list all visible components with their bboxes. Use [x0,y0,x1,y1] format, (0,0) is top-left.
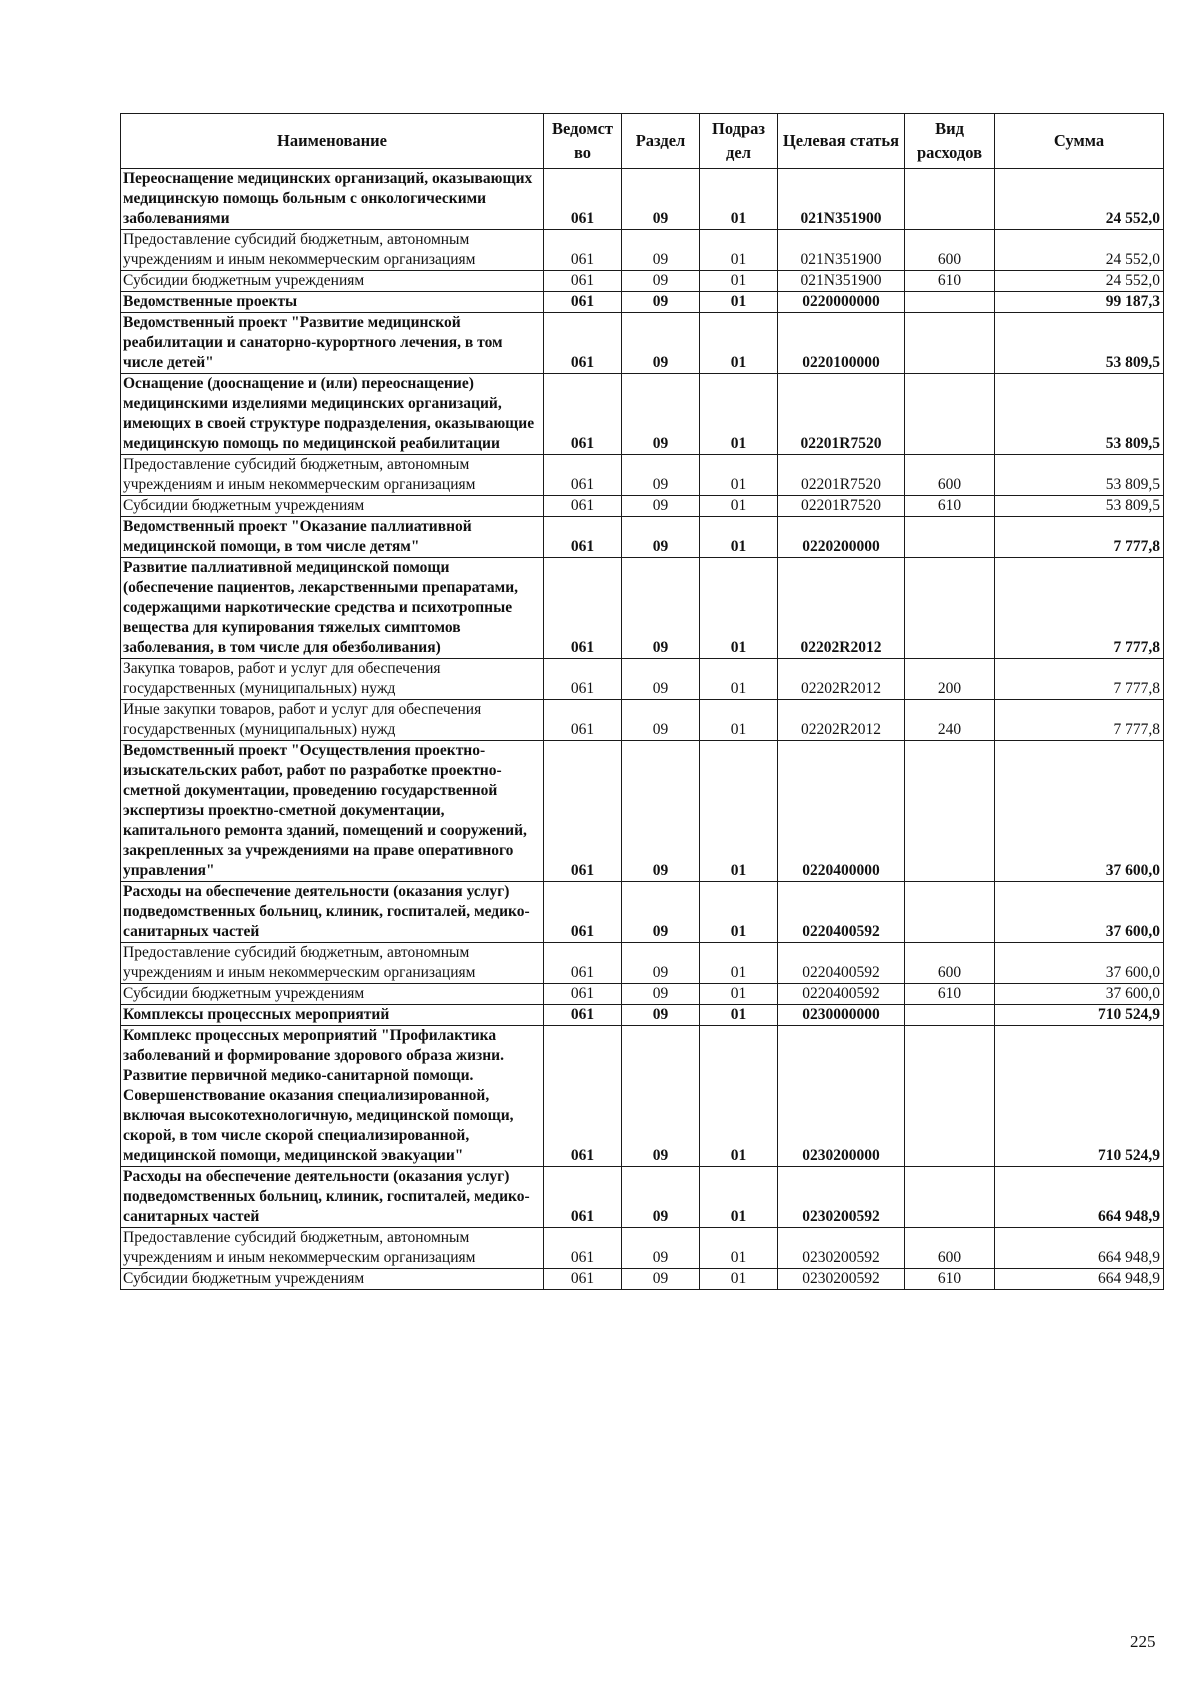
cell-subsection: 01 [700,271,778,292]
cell-dept: 061 [544,1026,622,1167]
cell-target: 0230200592 [778,1228,905,1269]
cell-exp-type: 610 [905,984,995,1005]
cell-exp-type: 600 [905,1228,995,1269]
cell-section: 09 [622,1228,700,1269]
cell-target: 0220200000 [778,517,905,558]
cell-dept: 061 [544,659,622,700]
cell-section: 09 [622,984,700,1005]
cell-amount: 710 524,9 [995,1026,1164,1167]
cell-target: 021N351900 [778,230,905,271]
cell-name: Развитие паллиативной медицинской помощи (обеспечение пациентов, лекарственными препаратами, содержащими наркотические средства и психотропные вещества для купирования тяжелых симптомов заболевания, в том числе для обезболивания) [121,558,544,659]
cell-target: 0230200000 [778,1026,905,1167]
cell-target: 0230200592 [778,1269,905,1290]
cell-dept: 061 [544,1167,622,1228]
cell-section: 09 [622,659,700,700]
cell-target: 021N351900 [778,271,905,292]
table-row [121,517,1164,558]
cell-amount: 37 600,0 [995,882,1164,943]
table-row [121,496,1164,517]
cell-section: 09 [622,558,700,659]
header-target: Целевая статья [778,114,905,169]
header-amount: Сумма [995,114,1164,169]
cell-subsection: 01 [700,496,778,517]
cell-dept: 061 [544,271,622,292]
cell-amount: 7 777,8 [995,517,1164,558]
cell-section: 09 [622,882,700,943]
cell-section: 09 [622,1269,700,1290]
cell-section: 09 [622,496,700,517]
cell-subsection: 01 [700,984,778,1005]
cell-subsection: 01 [700,313,778,374]
cell-name: Субсидии бюджетным учреждениям [121,496,544,517]
cell-exp-type [905,292,995,313]
cell-name: Комплексы процессных мероприятий [121,1005,544,1026]
budget-table [120,113,1164,1290]
cell-subsection: 01 [700,700,778,741]
cell-target: 02202R2012 [778,558,905,659]
cell-exp-type [905,1167,995,1228]
header-section: Раздел [622,114,700,169]
cell-name: Субсидии бюджетным учреждениям [121,1269,544,1290]
cell-section: 09 [622,1005,700,1026]
table-row [121,1026,1164,1167]
cell-exp-type: 600 [905,943,995,984]
cell-amount: 24 552,0 [995,230,1164,271]
cell-name: Субсидии бюджетным учреждениям [121,271,544,292]
cell-target: 021N351900 [778,169,905,230]
cell-section: 09 [622,700,700,741]
cell-subsection: 01 [700,659,778,700]
cell-name: Переоснащение медицинских организаций, оказывающих медицинскую помощь больным с онкологическими заболеваниями [121,169,544,230]
cell-section: 09 [622,271,700,292]
cell-name: Ведомственные проекты [121,292,544,313]
cell-name: Ведомственный проект "Осуществления проектно-изыскательских работ, работ по разработке проектно-сметной документации, проведению государственной экспертизы проектно-сметной документации, капитального ремонта зданий, помещений и сооружений, закрепленных за учреждениями на праве оперативного управления" [121,741,544,882]
cell-section: 09 [622,374,700,455]
cell-dept: 061 [544,882,622,943]
page-number: 225 [1130,1632,1156,1651]
cell-dept: 061 [544,741,622,882]
cell-exp-type: 240 [905,700,995,741]
cell-exp-type: 610 [905,271,995,292]
cell-dept: 061 [544,1005,622,1026]
cell-dept: 061 [544,943,622,984]
cell-name: Субсидии бюджетным учреждениям [121,984,544,1005]
cell-amount: 664 948,9 [995,1228,1164,1269]
cell-section: 09 [622,741,700,882]
header-exp-type: Вид расходов [905,114,995,169]
table-row [121,313,1164,374]
cell-section: 09 [622,292,700,313]
cell-dept: 061 [544,558,622,659]
cell-subsection: 01 [700,1005,778,1026]
header-name: Наименование [121,114,544,169]
cell-exp-type [905,517,995,558]
cell-amount: 37 600,0 [995,741,1164,882]
cell-amount: 24 552,0 [995,271,1164,292]
table-row [121,741,1164,882]
cell-subsection: 01 [700,455,778,496]
header-dept: Ведомст во [544,114,622,169]
cell-dept: 061 [544,1228,622,1269]
cell-exp-type [905,741,995,882]
cell-amount: 7 777,8 [995,659,1164,700]
cell-dept: 061 [544,455,622,496]
cell-subsection: 01 [700,943,778,984]
cell-target: 0220000000 [778,292,905,313]
table-header-row [121,114,1164,169]
cell-exp-type [905,374,995,455]
table-row [121,1228,1164,1269]
cell-target: 0230200592 [778,1167,905,1228]
cell-name: Оснащение (дооснащение и (или) переоснащение) медицинскими изделиями медицинских организаций, имеющих в своей структуре подразделения, оказывающие медицинскую помощь по медицинской реабилитации [121,374,544,455]
cell-subsection: 01 [700,558,778,659]
cell-subsection: 01 [700,1167,778,1228]
cell-exp-type: 610 [905,496,995,517]
cell-exp-type [905,169,995,230]
cell-dept: 061 [544,230,622,271]
cell-name: Закупка товаров, работ и услуг для обеспечения государственных (муниципальных) нужд [121,659,544,700]
cell-name: Ведомственный проект "Развитие медицинской реабилитации и санаторно-курортного лечения, в том числе детей" [121,313,544,374]
cell-target: 0220400592 [778,882,905,943]
cell-amount: 664 948,9 [995,1269,1164,1290]
cell-amount: 37 600,0 [995,984,1164,1005]
document-page [120,113,1164,1290]
cell-dept: 061 [544,517,622,558]
table-row [121,943,1164,984]
table-row [121,292,1164,313]
cell-subsection: 01 [700,230,778,271]
table-row [121,700,1164,741]
cell-dept: 061 [544,169,622,230]
table-row [121,169,1164,230]
cell-exp-type [905,1026,995,1167]
cell-name: Расходы на обеспечение деятельности (оказания услуг) подведомственных больниц, клиник, госпиталей, медико-санитарных частей [121,882,544,943]
cell-exp-type [905,313,995,374]
cell-name: Иные закупки товаров, работ и услуг для обеспечения государственных (муниципальных) нужд [121,700,544,741]
cell-name: Предоставление субсидий бюджетным, автономным учреждениям и иным некоммерческим организациям [121,230,544,271]
cell-amount: 53 809,5 [995,374,1164,455]
cell-target: 0220400592 [778,984,905,1005]
cell-target: 0220400592 [778,943,905,984]
table-row [121,1005,1164,1026]
cell-subsection: 01 [700,517,778,558]
cell-target: 0220100000 [778,313,905,374]
cell-amount: 24 552,0 [995,169,1164,230]
cell-name: Предоставление субсидий бюджетным, автономным учреждениям и иным некоммерческим организациям [121,1228,544,1269]
cell-exp-type: 200 [905,659,995,700]
cell-target: 0220400000 [778,741,905,882]
table-row [121,1167,1164,1228]
cell-name: Предоставление субсидий бюджетным, автономным учреждениям и иным некоммерческим организациям [121,943,544,984]
cell-target: 02202R2012 [778,700,905,741]
table-row [121,374,1164,455]
cell-target: 02201R7520 [778,374,905,455]
cell-section: 09 [622,1167,700,1228]
cell-section: 09 [622,230,700,271]
cell-amount: 53 809,5 [995,313,1164,374]
cell-section: 09 [622,455,700,496]
cell-exp-type [905,882,995,943]
cell-amount: 99 187,3 [995,292,1164,313]
cell-name: Предоставление субсидий бюджетным, автономным учреждениям и иным некоммерческим организациям [121,455,544,496]
cell-section: 09 [622,1026,700,1167]
cell-subsection: 01 [700,169,778,230]
cell-exp-type: 600 [905,230,995,271]
cell-subsection: 01 [700,292,778,313]
cell-dept: 061 [544,496,622,517]
header-subsection: Подраз дел [700,114,778,169]
table-row [121,659,1164,700]
cell-dept: 061 [544,292,622,313]
cell-section: 09 [622,169,700,230]
cell-dept: 061 [544,984,622,1005]
cell-amount: 53 809,5 [995,496,1164,517]
cell-section: 09 [622,517,700,558]
cell-amount: 7 777,8 [995,700,1164,741]
cell-name: Расходы на обеспечение деятельности (оказания услуг) подведомственных больниц, клиник, госпиталей, медико-санитарных частей [121,1167,544,1228]
cell-subsection: 01 [700,374,778,455]
cell-amount: 664 948,9 [995,1167,1164,1228]
cell-dept: 061 [544,313,622,374]
cell-target: 02201R7520 [778,496,905,517]
cell-subsection: 01 [700,741,778,882]
cell-name: Ведомственный проект "Оказание паллиативной медицинской помощи, в том числе детям" [121,517,544,558]
cell-amount: 37 600,0 [995,943,1164,984]
cell-exp-type [905,558,995,659]
table-body [121,169,1164,1290]
cell-target: 02201R7520 [778,455,905,496]
cell-subsection: 01 [700,1269,778,1290]
cell-subsection: 01 [700,1228,778,1269]
cell-exp-type: 600 [905,455,995,496]
cell-amount: 7 777,8 [995,558,1164,659]
cell-subsection: 01 [700,882,778,943]
cell-amount: 53 809,5 [995,455,1164,496]
cell-section: 09 [622,943,700,984]
table-row [121,230,1164,271]
cell-target: 02202R2012 [778,659,905,700]
cell-amount: 710 524,9 [995,1005,1164,1026]
table-row [121,558,1164,659]
cell-dept: 061 [544,1269,622,1290]
cell-exp-type: 610 [905,1269,995,1290]
cell-section: 09 [622,313,700,374]
cell-target: 0230000000 [778,1005,905,1026]
table-row [121,271,1164,292]
table-row [121,882,1164,943]
cell-subsection: 01 [700,1026,778,1167]
table-row [121,1269,1164,1290]
cell-dept: 061 [544,374,622,455]
table-row [121,455,1164,496]
cell-exp-type [905,1005,995,1026]
cell-name: Комплекс процессных мероприятий "Профилактика заболеваний и формирование здорового образа жизни. Развитие первичной медико-санитарной помощи. Совершенствование оказания специализированной, включая высокотехнологичную, медицинской помощи, скорой, в том числе скорой специализированной, медицинской помощи, медицинской эвакуации" [121,1026,544,1167]
table-row [121,984,1164,1005]
cell-dept: 061 [544,700,622,741]
